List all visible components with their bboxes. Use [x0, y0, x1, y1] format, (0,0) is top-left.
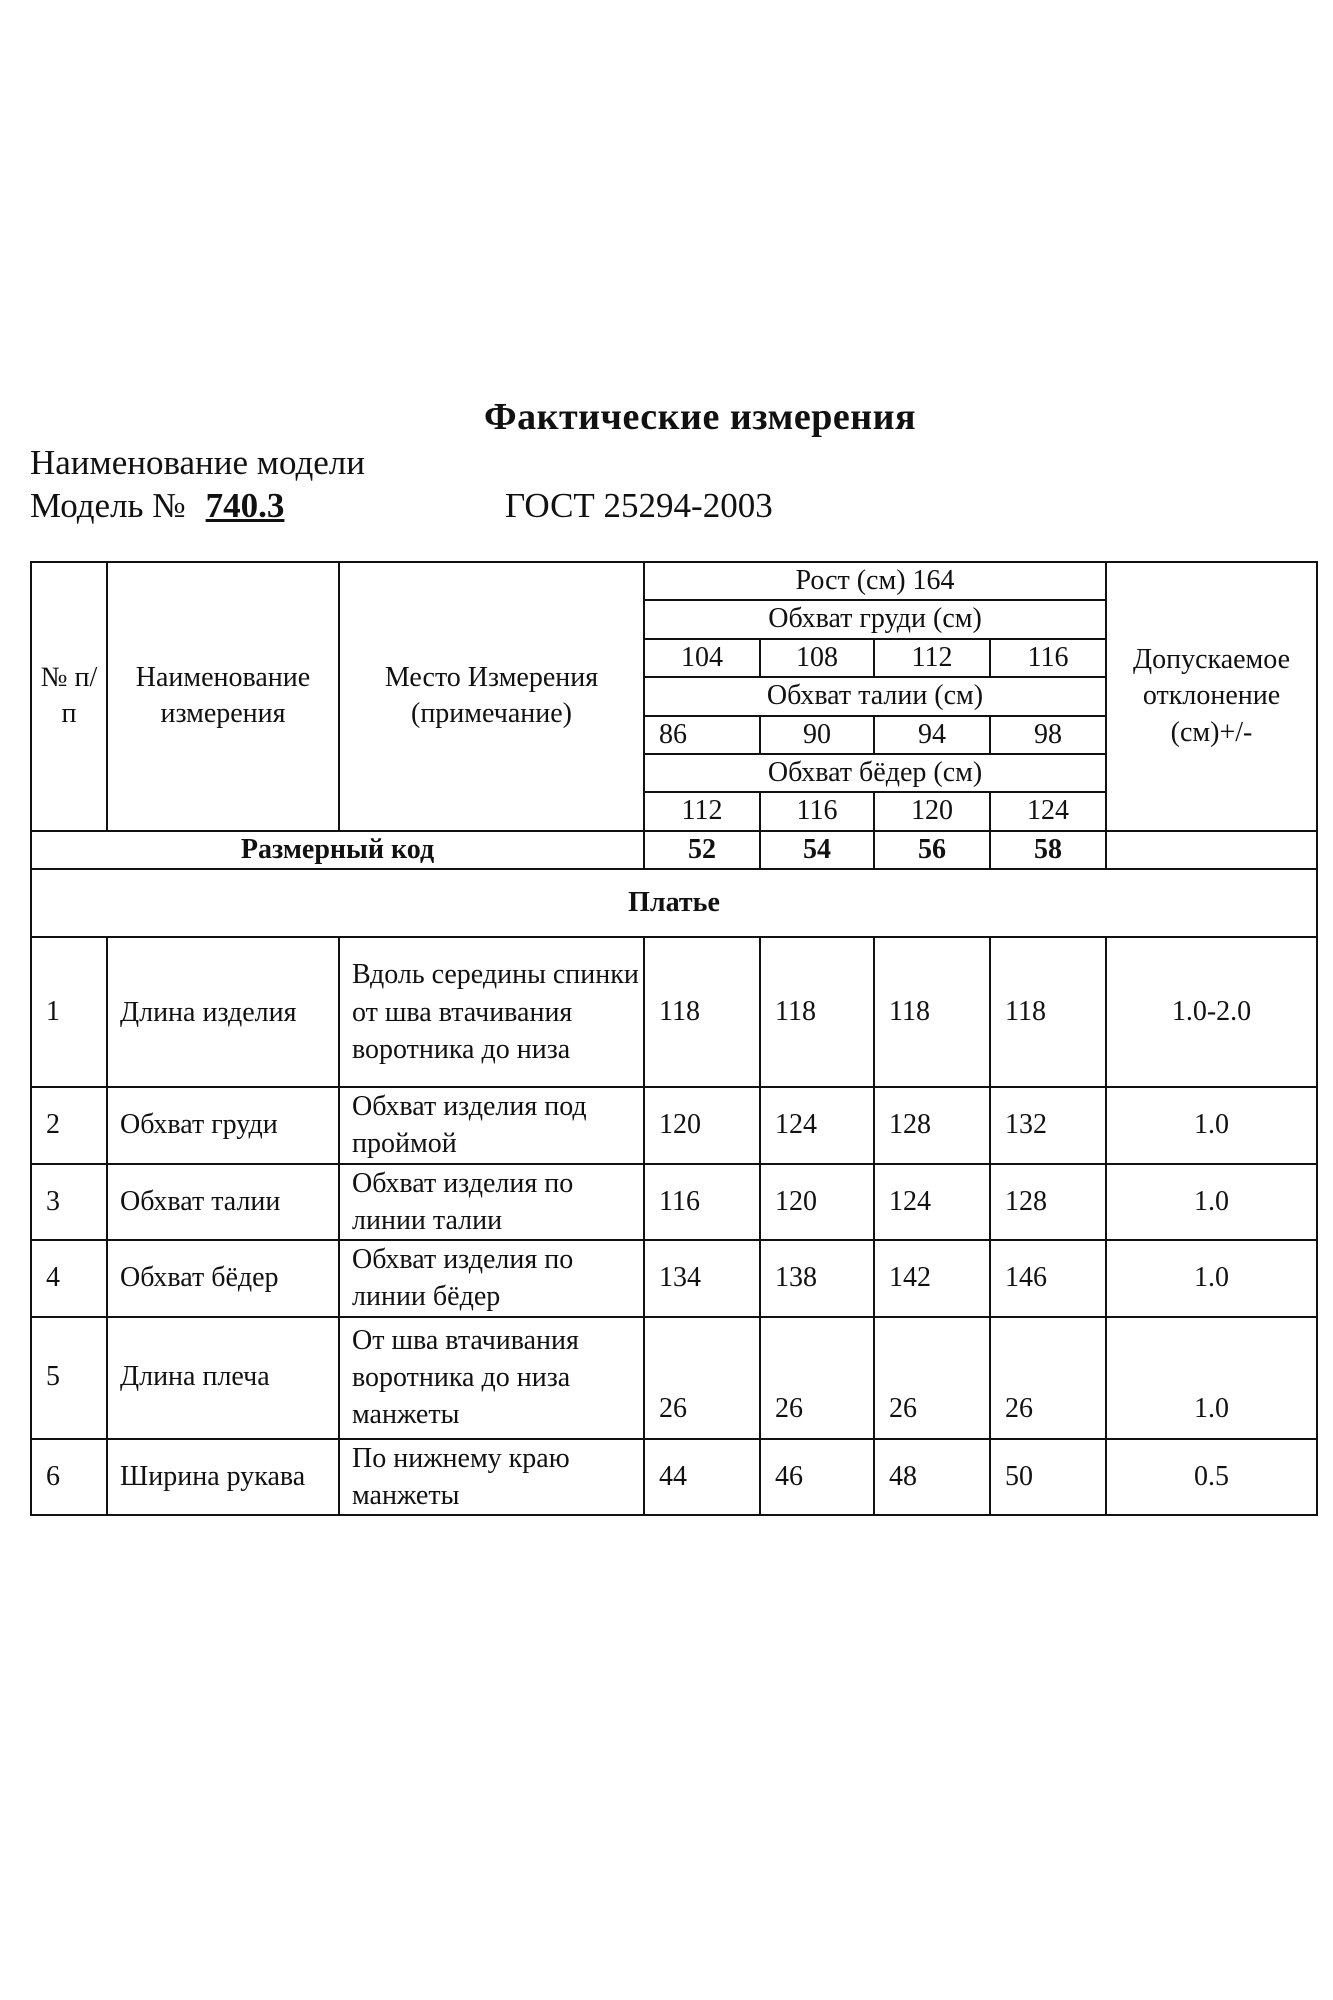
row-tolerance: 0.5	[1106, 1439, 1317, 1515]
row-place: По нижнему краю манжеты	[339, 1439, 644, 1515]
document-title: Фактические измерения	[483, 396, 917, 438]
header-num: № п/п	[31, 562, 107, 831]
row-place: Вдоль середины спинки от шва втачивания воротника до низа	[339, 937, 644, 1087]
gost-standard: ГОСТ 25294-2003	[505, 486, 773, 525]
row-place: От шва втачивания воротника до низа манжеты	[339, 1317, 644, 1439]
row-place: Обхват изделия по линии талии	[339, 1164, 644, 1240]
model-number: 740.3	[205, 486, 285, 525]
waist-value: 98	[990, 716, 1106, 754]
model-label: Модель №	[30, 486, 186, 525]
row-value: 118	[874, 937, 990, 1087]
row-value: 26	[874, 1317, 990, 1439]
chest-value: 112	[874, 639, 990, 677]
row-value: 124	[760, 1087, 874, 1163]
row-num: 5	[31, 1317, 107, 1439]
row-name: Длина плеча	[107, 1317, 339, 1439]
header-hips: Обхват бёдер (см)	[644, 754, 1106, 792]
hips-value: 120	[874, 792, 990, 830]
table-row	[31, 1439, 1317, 1515]
row-name: Обхват бёдер	[107, 1240, 339, 1316]
row-value: 120	[760, 1164, 874, 1240]
row-value: 26	[644, 1317, 760, 1439]
row-place: Обхват изделия по линии бёдер	[339, 1240, 644, 1316]
row-num: 2	[31, 1087, 107, 1163]
row-value: 138	[760, 1240, 874, 1316]
table-row	[31, 1317, 1317, 1439]
header-chest: Обхват груди (см)	[644, 600, 1106, 638]
size-code: 52	[644, 831, 760, 869]
row-value: 128	[990, 1164, 1106, 1240]
row-tolerance: 1.0	[1106, 1240, 1317, 1316]
chest-value: 116	[990, 639, 1106, 677]
header-height: Рост (см) 164	[644, 562, 1106, 600]
row-value: 26	[760, 1317, 874, 1439]
chest-value: 104	[644, 639, 760, 677]
hips-value: 116	[760, 792, 874, 830]
row-num: 6	[31, 1439, 107, 1515]
waist-value: 90	[760, 716, 874, 754]
header-place: Место Измерения (примечание)	[339, 562, 644, 831]
section-title: Платье	[31, 869, 1317, 937]
row-tolerance: 1.0	[1106, 1164, 1317, 1240]
row-value: 120	[644, 1087, 760, 1163]
row-tolerance: 1.0	[1106, 1087, 1317, 1163]
row-value: 46	[760, 1439, 874, 1515]
chest-value: 108	[760, 639, 874, 677]
row-value: 118	[760, 937, 874, 1087]
row-value: 116	[644, 1164, 760, 1240]
row-name: Ширина рукава	[107, 1439, 339, 1515]
row-name: Длина изделия	[107, 937, 339, 1087]
waist-value: 94	[874, 716, 990, 754]
table-row	[31, 1240, 1317, 1316]
row-name: Обхват груди	[107, 1087, 339, 1163]
model-line	[30, 486, 302, 526]
hips-value: 124	[990, 792, 1106, 830]
row-value: 48	[874, 1439, 990, 1515]
size-code: 58	[990, 831, 1106, 869]
measurement-table	[30, 561, 1318, 1516]
row-value: 44	[644, 1439, 760, 1515]
waist-value: 86	[644, 716, 760, 754]
row-value: 146	[990, 1240, 1106, 1316]
size-code-label: Размерный код	[31, 831, 644, 869]
table-row	[31, 1087, 1317, 1163]
row-value: 142	[874, 1240, 990, 1316]
header-waist: Обхват талии (см)	[644, 677, 1106, 715]
size-code: 54	[760, 831, 874, 869]
header-name: Наименование измерения	[107, 562, 339, 831]
row-name: Обхват талии	[107, 1164, 339, 1240]
row-tolerance: 1.0	[1106, 1317, 1317, 1439]
row-value: 132	[990, 1087, 1106, 1163]
row-value: 26	[990, 1317, 1106, 1439]
row-num: 4	[31, 1240, 107, 1316]
row-value: 134	[644, 1240, 760, 1316]
row-num: 1	[31, 937, 107, 1087]
size-code: 56	[874, 831, 990, 869]
table-row	[31, 937, 1317, 1087]
row-value: 50	[990, 1439, 1106, 1515]
row-value: 118	[644, 937, 760, 1087]
row-value: 124	[874, 1164, 990, 1240]
model-name-label: Наименование модели	[30, 443, 365, 482]
row-value: 128	[874, 1087, 990, 1163]
row-place: Обхват изделия под проймой	[339, 1087, 644, 1163]
header-tolerance: Допускаемое отклонение (см)+/-	[1106, 562, 1317, 831]
hips-value: 112	[644, 792, 760, 830]
row-tolerance: 1.0-2.0	[1106, 937, 1317, 1087]
row-num: 3	[31, 1164, 107, 1240]
table-row	[31, 1164, 1317, 1240]
row-value: 118	[990, 937, 1106, 1087]
